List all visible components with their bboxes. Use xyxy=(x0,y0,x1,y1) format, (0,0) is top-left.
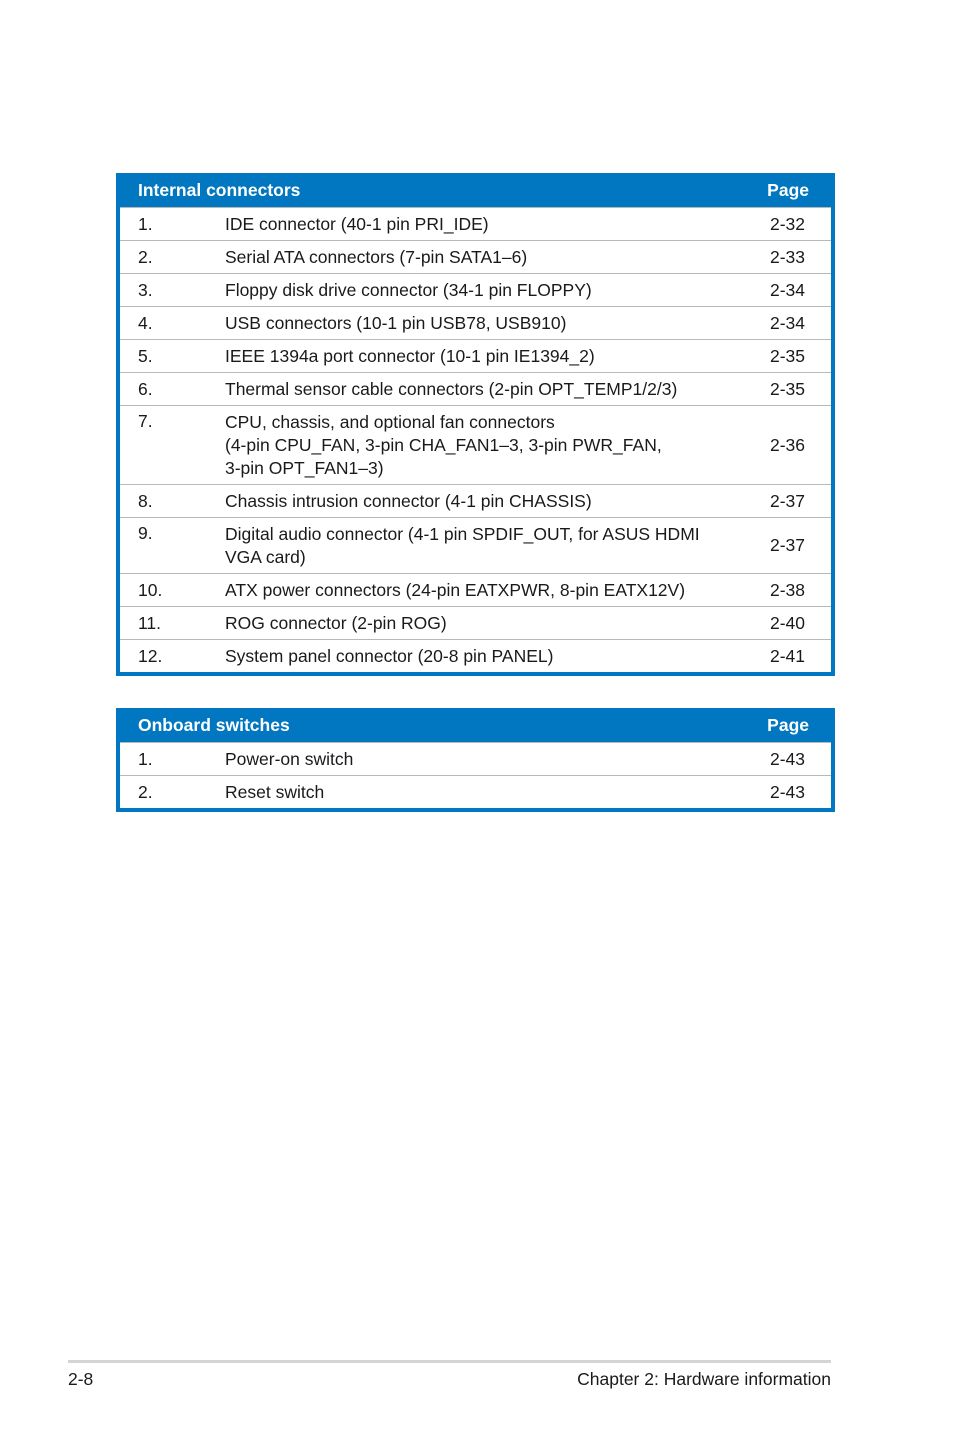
row-description: Chassis intrusion connector (4-1 pin CHASSIS) xyxy=(225,490,592,511)
table-header xyxy=(116,708,835,742)
table-row xyxy=(120,273,831,306)
row-number: 6. xyxy=(138,378,153,399)
row-number: 5. xyxy=(138,345,153,366)
table-row xyxy=(120,573,831,606)
table-row xyxy=(120,240,831,273)
row-description: Power-on switch xyxy=(225,748,354,769)
table-row xyxy=(120,405,831,484)
row-description: ROG connector (2-pin ROG) xyxy=(225,612,447,633)
row-description: System panel connector (20-8 pin PANEL) xyxy=(225,645,554,666)
table-row xyxy=(120,484,831,517)
footer-divider xyxy=(68,1360,831,1363)
row-number: 4. xyxy=(138,312,153,333)
row-number: 11. xyxy=(138,612,162,633)
row-description: Floppy disk drive connector (34-1 pin FLOPPY) xyxy=(225,279,592,300)
table-row xyxy=(120,339,831,372)
row-description: CPU, chassis, and optional fan connectors (4-pin CPU_FAN, 3-pin CHA_FAN1–3, 3-pin PWR_FAN, 3-pin OPT_FAN1–3) xyxy=(225,411,662,478)
row-number: 7. xyxy=(138,411,153,431)
row-page: 2-41 xyxy=(769,645,805,666)
row-description: Digital audio connector (4-1 pin SPDIF_OUT, for ASUS HDMI VGA card) xyxy=(225,523,700,567)
row-number: 1. xyxy=(138,213,153,234)
table-row xyxy=(120,639,831,672)
row-page: 2-36 xyxy=(769,434,805,455)
page-number: 2-8 xyxy=(68,1369,94,1389)
table-header xyxy=(116,173,835,207)
row-number: 8. xyxy=(138,490,153,511)
onboard-switches-table xyxy=(116,708,835,812)
row-number: 3. xyxy=(138,279,153,300)
row-page: 2-37 xyxy=(769,535,805,555)
row-page: 2-43 xyxy=(769,781,805,802)
row-page: 2-33 xyxy=(769,246,805,267)
row-page: 2-40 xyxy=(769,612,805,633)
table-title: Internal connectors xyxy=(138,179,301,200)
row-description: Serial ATA connectors (7-pin SATA1–6) xyxy=(225,246,528,267)
row-page: 2-34 xyxy=(769,279,805,300)
row-description: Reset switch xyxy=(225,781,325,802)
table-row xyxy=(120,207,831,240)
table-row xyxy=(120,372,831,405)
row-description: USB connectors (10-1 pin USB78, USB910) xyxy=(225,312,567,333)
row-page: 2-38 xyxy=(769,579,805,600)
row-number: 1. xyxy=(138,748,153,769)
row-description: Thermal sensor cable connectors (2-pin OPT_TEMP1/2/3) xyxy=(225,378,678,399)
row-description: IEEE 1394a port connector (10-1 pin IE1394_2) xyxy=(225,345,595,366)
row-number: 9. xyxy=(138,523,153,543)
row-page: 2-35 xyxy=(769,345,805,366)
row-page: 2-34 xyxy=(769,312,805,333)
internal-connectors-table xyxy=(116,173,835,676)
table-row xyxy=(120,517,831,573)
row-number: 2. xyxy=(138,781,153,802)
row-page: 2-35 xyxy=(769,378,805,399)
row-page: 2-32 xyxy=(769,213,805,234)
table-row xyxy=(120,306,831,339)
table-row xyxy=(120,742,831,775)
row-page: 2-43 xyxy=(769,748,805,769)
row-number: 2. xyxy=(138,246,153,267)
chapter-title: Chapter 2: Hardware information xyxy=(577,1369,831,1389)
page-column-header: Page xyxy=(767,714,809,735)
table-row xyxy=(120,775,831,808)
row-number: 12. xyxy=(138,645,163,666)
row-description: IDE connector (40-1 pin PRI_IDE) xyxy=(225,213,489,234)
page-column-header: Page xyxy=(767,179,809,200)
table-title: Onboard switches xyxy=(138,714,290,735)
row-description: ATX power connectors (24-pin EATXPWR, 8-pin EATX12V) xyxy=(225,579,686,600)
row-page: 2-37 xyxy=(769,490,805,511)
row-number: 10. xyxy=(138,579,163,600)
table-row xyxy=(120,606,831,639)
